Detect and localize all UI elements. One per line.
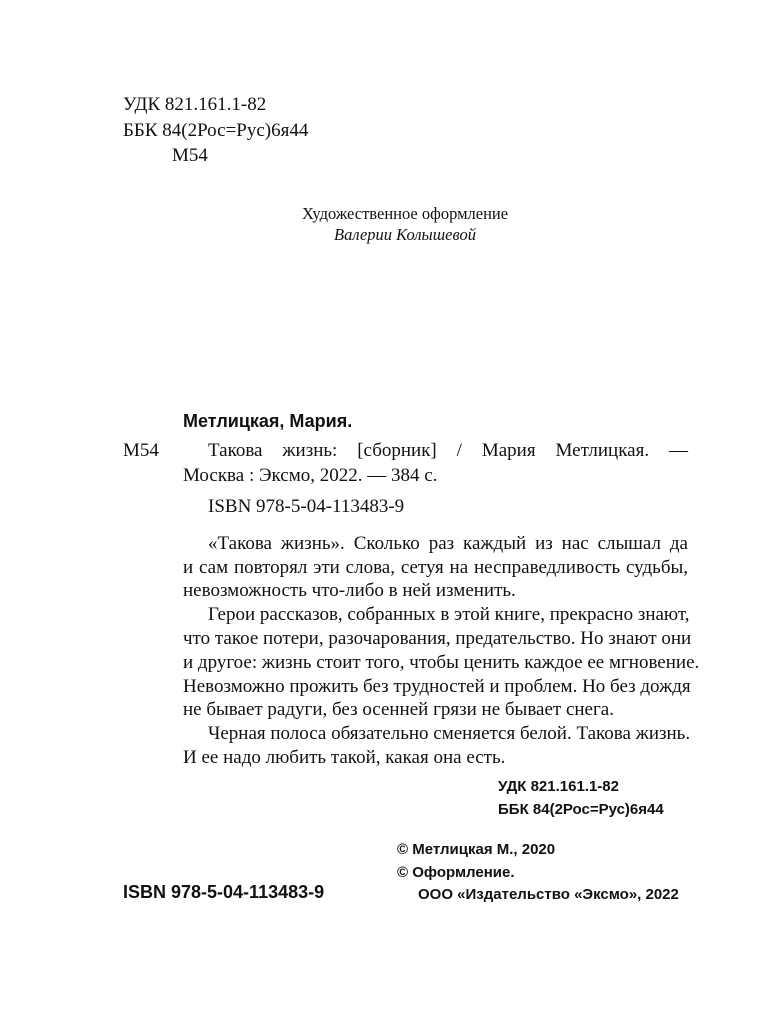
udk-code-bottom: УДК 821.161.1-82 [498,778,619,795]
biblio-margin-code: М54 [123,440,159,461]
design-credit-label: Художественное оформление [301,204,509,223]
copyright-author: © Метлицкая М., 2020 [397,841,556,858]
annotation-line: «Такова жизнь». Сколько раз каждый из нас слышал да [208,533,688,554]
annotation-line: Черная полоса обязательно сменяется белой. Такова жизнь. [208,723,691,744]
copyright-design: © Оформление. [397,864,515,881]
biblio-isbn: ISBN 978-5-04-113483-9 [208,496,405,517]
author-mark: М54 [172,145,208,166]
annotation-line: Невозможно прожить без трудностей и проблем. Но без дождя [183,676,691,697]
annotation-line: Герои рассказов, собранных в этой книге, прекрасно знают, [208,604,690,625]
bbk-code: ББК 84(2Рос=Рус)6я44 [123,120,309,141]
annotation-line: И ее надо любить такой, какая она есть. [183,747,506,768]
bbk-code-bottom: ББК 84(2Рос=Рус)6я44 [498,801,664,818]
biblio-title-line-1: Такова жизнь: [сборник] / Мария Метлицкая. — [208,440,688,461]
biblio-title-line-2: Москва : Эксмо, 2022. — 384 с. [183,465,438,486]
annotation-line: что такое потери, разочарования, предательство. Но знают они [183,628,692,649]
annotation-line: и другое: жизнь стоит того, чтобы ценить каждое ее мгновение. [183,652,700,673]
biblio-author: Метлицкая, Мария. [183,411,353,431]
design-credit-name: Валерии Колышевой [334,225,476,244]
annotation-line: и сам повторял эти слова, сетуя на несправедливость судьбы, [183,557,688,578]
copyright-publisher: ООО «Издательство «Эксмо», 2022 [418,886,679,903]
footer-isbn: ISBN 978-5-04-113483-9 [123,882,325,902]
udk-code: УДК 821.161.1-82 [123,94,267,115]
annotation-line: не бывает радуги, без осенней грязи не бывает снега. [183,699,614,720]
annotation-line: невозможность что-либо в ней изменить. [183,580,516,601]
